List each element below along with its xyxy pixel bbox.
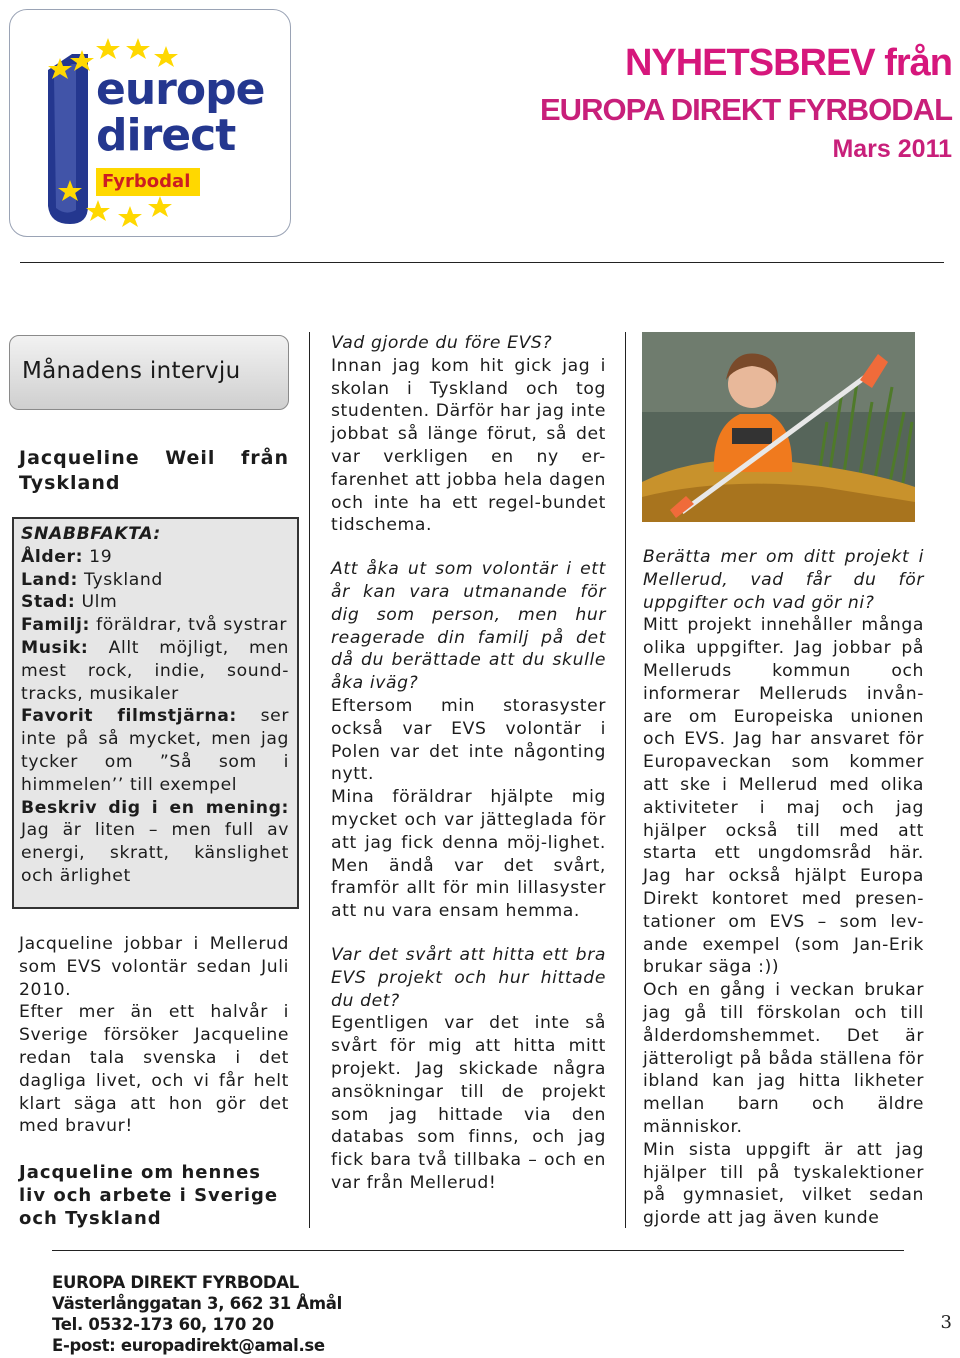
intro-paragraph: Jacqueline jobbar i Mellerud som EVS volontär sedan Juli 2010.: [19, 934, 289, 1000]
footer-email: E-post: europadirekt@amal.se: [52, 1336, 325, 1355]
header-divider: [20, 262, 944, 263]
interview-banner-title: Månadens intervju: [22, 358, 241, 384]
contact-footer: [52, 1272, 342, 1356]
logo-word-direct: direct: [96, 110, 236, 161]
fact-self-description: Beskriv dig i en mening: Jag är liten – men full av energi, skratt, känslighet och ärlighet: [21, 797, 289, 886]
interview-answer: Mina föräldrar hjälpte mig mycket och var jätteglada för att jag fick denna möj-lighet. Men ändå var det svårt, framför allt för min lillasyster att nu vara ensam hemma.: [331, 787, 606, 922]
interview-answer: Och en gång i veckan brukar jag gå till förskolan och till ålderdomshemmet. Det är jätteroligt på båda ställena för ibland kan jag hitta likheter mellan barn och äldre människor.: [643, 980, 924, 1137]
intro-paragraph: Efter mer än ett halvår i Sverige försöker Jacqueline redan tala svenska i det dagliga livet, och vi får helt klart säga att hon gör det med bravur!: [19, 1002, 289, 1137]
interview-question: Vad gjorde du före EVS?: [331, 333, 553, 353]
heading-word: Weil: [165, 447, 216, 469]
logo-word-europe: europe: [96, 64, 265, 115]
page-number: 3: [940, 1312, 952, 1333]
fact-family: Familj: föräldrar, två systrar: [21, 615, 288, 636]
europe-direct-logo: [9, 9, 291, 237]
fact-age: Ålder: 19: [21, 546, 113, 567]
footer-phone: Tel. 0532-173 60, 170 20: [52, 1315, 274, 1334]
fact-country: Land: Tyskland: [21, 569, 163, 590]
interview-answer: Egentligen var det inte så svårt för mig att hitta mitt projekt. Jag skickade några ansökningar till de projekt som jag hittade via den databas som finns, och jag fick bara två tillbaka – och en var från Mellerud!: [331, 1013, 606, 1193]
interview-subheading: Jacqueline om hennes liv och arbete i Sverige och Tyskland: [19, 1162, 279, 1229]
newsletter-title: NYHETSBREV från: [624, 42, 952, 84]
kayak-photo-illustration: [642, 332, 915, 522]
interview-right-column: [643, 546, 924, 1230]
interview-answer: Eftersom min storasyster också var EVS volontär i Polen var det inte någonting nytt.: [331, 695, 606, 785]
intro-text: [19, 933, 289, 1138]
kayak-photo: [642, 332, 915, 522]
interview-banner: [9, 335, 289, 410]
column-divider-left: [309, 332, 310, 1228]
interview-answer: Min sista uppgift är att jag hjälper till på tyskalektioner på gymnasiet, vilket sedan gjorde att jag även kunde: [643, 1139, 924, 1229]
footer-address: Västerlånggatan 3, 662 31 Åmål: [52, 1294, 342, 1313]
spacer: [331, 537, 606, 558]
fact-city: Stad: Ulm: [21, 592, 118, 613]
fact-movie-star: Favorit filmstjärna: ser inte på så mycket, men jag tycker om ”Så som i himmelen’’ till exempel: [21, 706, 289, 795]
interview-question: Att åka ut som volontär i ett år kan vara utmanande för dig som person, men hur reagerade din familj på det då du berättade att du skulle åka iväg?: [331, 559, 606, 694]
fact-music: Musik: Allt möjligt, men mest rock, indie, sound-tracks, musikaler: [21, 637, 289, 704]
logo-region-label: Fyrbodal: [96, 168, 200, 196]
column-divider-right: [625, 332, 626, 1228]
quick-facts-box: [12, 517, 299, 909]
newsletter-organization: EUROPA DIREKT FYRBODAL: [540, 92, 952, 127]
interview-question: Berätta mer om ditt projekt i Mellerud, vad får du för uppgifter och vad gör ni?: [643, 547, 924, 613]
footer-divider: [52, 1250, 904, 1251]
heading-word: Jacqueline: [19, 447, 140, 469]
newsletter-date: Mars 2011: [832, 135, 952, 163]
interviewee-heading: [19, 446, 289, 496]
spacer: [331, 923, 606, 944]
interview-answer: Mitt projekt innehåller många olika uppgifter. Jag jobbar på Melleruds kommun och informerar Melleruds invån-are om Europeiska unionen och EVS. Jag har ansvaret för Europaveckan som kommer att ske i Mellerud med olika aktiviteter i maj och jag hjälper också till med att starta ett ungdomsråd här. Jag har också hjälpt Europa Direkt kontoret med presen-tationer om EVS – som lev-ande exempel (som Jan-Erik brukar säga :)): [643, 615, 924, 978]
quick-facts-title: SNABBFAKTA:: [21, 524, 161, 544]
footer-organization: EUROPA DIREKT FYRBODAL: [52, 1273, 299, 1292]
interview-middle-column: [331, 332, 606, 1195]
heading-word: från: [241, 447, 289, 469]
interview-question: Var det svårt att hitta ett bra EVS projekt och hur hittade du det?: [331, 944, 606, 1011]
interview-answer: Innan jag kom hit gick jag i skolan i Tyskland och tog studenten. Därför har jag inte jobbat så länge förut, så det var verkligen en ny er-farenhet att jobba hela dagen och inte ha ett regel-bundet tidschema.: [331, 355, 606, 536]
heading-word: Tyskland: [19, 472, 121, 494]
